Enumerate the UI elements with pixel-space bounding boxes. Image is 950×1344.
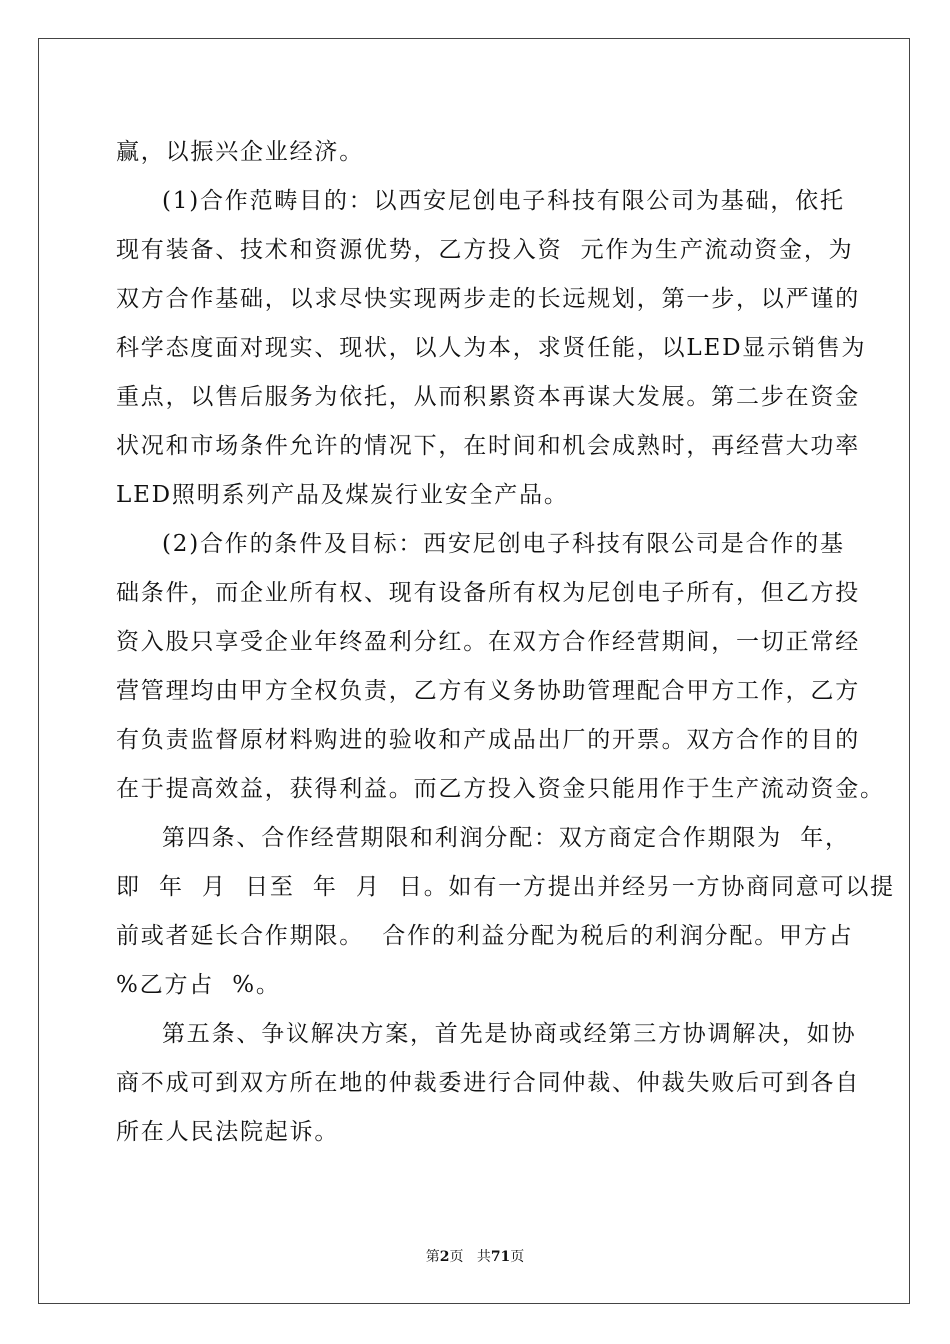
text-line: 重点，以售后服务为依托，从而积累资本再谋大发展。第二步在资金 [116,384,860,410]
text-line: 在于提高效益，获得利益。而乙方投入资金只能用作于生产流动资金。 [116,776,885,802]
page-label-suffix: 页 [449,1249,464,1265]
text-line: 双方合作基础，以求尽快实现两步走的长远规划，第一步，以严谨的 [116,286,860,312]
text-line: 所在人民法院起诉。 [116,1119,340,1145]
text-line: 第四条、合作经营期限和利润分配：双方商定合作期限为 年， [162,825,850,851]
text-line: %乙方占 %。 [116,972,281,998]
total-label-suffix: 页 [510,1249,525,1265]
text-line: 营管理均由甲方全权负责，乙方有义务协助管理配合甲方工作，乙方 [116,678,860,704]
text-line: 现有装备、技术和资源优势，乙方投入资 元作为生产流动资金，为 [116,237,854,263]
total-label-prefix: 共 [476,1249,491,1265]
text-line: 前或者延长合作期限。 合作的利益分配为税后的利润分配。甲方占 [116,923,854,949]
text-line: 资入股只享受企业年终盈利分红。在双方合作经营期间，一切正常经 [116,629,860,655]
text-line: 有负责监督原材料购进的验收和产成品出厂的开票。双方合作的目的 [116,727,860,753]
text-line: 状况和市场条件允许的情况下，在时间和机会成熟时，再经营大功率 [116,433,860,459]
text-line: (1)合作范畴目的：以西安尼创电子科技有限公司为基础，依托 [162,188,845,214]
document-body [116,128,895,1157]
total-pages: 71 [490,1249,511,1265]
text-line: 商不成可到双方所在地的仲裁委进行合同仲裁、仲裁失败后可到各自 [116,1070,860,1096]
text-line: 础条件，而企业所有权、现有设备所有权为尼创电子所有，但乙方投 [116,580,860,606]
text-line: LED照明系列产品及煤炭行业安全产品。 [116,482,569,508]
text-line: 即 年 月 日至 年 月 日。如有一方提出并经另一方协商同意可以提 [116,874,895,900]
text-line: 第五条、争议解决方案，首先是协商或经第三方协调解决，如协 [162,1021,857,1047]
text-line: (2)合作的条件及目标：西安尼创电子科技有限公司是合作的基 [162,531,845,557]
page-number: 2 [439,1249,450,1265]
page-footer [0,1246,950,1266]
text-line: 科学态度面对现实、现状，以人为本，求贤任能，以LED显示销售为 [116,335,867,361]
page-label-prefix: 第 [425,1249,440,1265]
text-line: 赢，以振兴企业经济。 [116,139,364,165]
